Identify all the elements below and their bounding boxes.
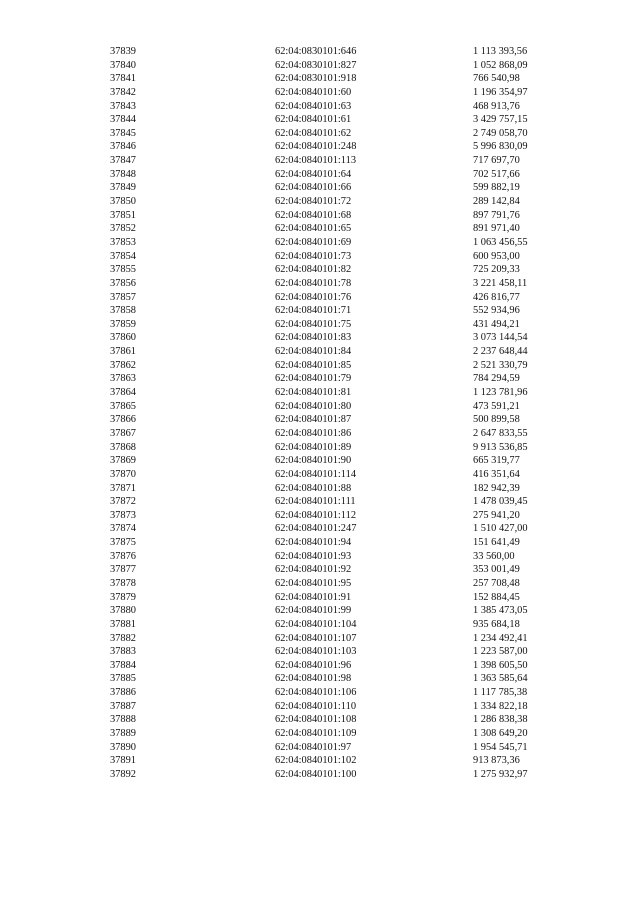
cadastral-value: 702 517,66 (473, 168, 520, 180)
row-number: 37880 (110, 605, 136, 617)
cadastral-number: 62:04:0840101:247 (275, 523, 357, 535)
table-row (110, 263, 550, 277)
cadastral-value: 473 591,21 (473, 400, 520, 412)
row-number: 37841 (110, 73, 136, 85)
table-row (110, 413, 550, 427)
table-row (110, 713, 550, 727)
row-number: 37889 (110, 728, 136, 740)
table-row (110, 672, 550, 686)
row-number: 37860 (110, 332, 136, 344)
row-number: 37886 (110, 687, 136, 699)
cadastral-value: 1 398 605,50 (473, 659, 528, 671)
row-number: 37873 (110, 509, 136, 521)
row-number: 37892 (110, 768, 136, 780)
cadastral-value: 1 196 354,97 (473, 86, 528, 98)
cadastral-number: 62:04:0840101:114 (275, 468, 357, 480)
cadastral-value: 913 873,36 (473, 755, 520, 767)
table-row (110, 727, 550, 741)
cadastral-number: 62:04:0840101:86 (275, 427, 352, 439)
cadastral-value: 1 478 039,45 (473, 496, 528, 508)
row-number: 37865 (110, 400, 136, 412)
cadastral-value: 431 494,21 (473, 318, 520, 330)
table-row (110, 768, 550, 782)
table-row (110, 427, 550, 441)
cadastral-value: 1 052 868,09 (473, 59, 528, 71)
row-number: 37868 (110, 441, 136, 453)
cadastral-number: 62:04:0840101:75 (275, 318, 352, 330)
row-number: 37851 (110, 209, 136, 221)
cadastral-number: 62:04:0840101:81 (275, 387, 352, 399)
cadastral-number: 62:04:0840101:108 (275, 714, 357, 726)
cadastral-value: 289 142,84 (473, 196, 520, 208)
cadastral-value: 784 294,59 (473, 373, 520, 385)
table-row (110, 195, 550, 209)
row-number: 37891 (110, 755, 136, 767)
table-row (110, 181, 550, 195)
cadastral-number: 62:04:0840101:92 (275, 564, 352, 576)
table-row (110, 140, 550, 154)
row-number: 37848 (110, 168, 136, 180)
cadastral-number: 62:04:0840101:97 (275, 741, 352, 753)
row-number: 37844 (110, 114, 136, 126)
cadastral-value: 3 221 458,11 (473, 277, 528, 289)
cadastral-number: 62:04:0840101:87 (275, 414, 352, 426)
cadastral-number: 62:04:0840101:76 (275, 291, 352, 303)
table-row (110, 222, 550, 236)
row-number: 37854 (110, 250, 136, 262)
cadastral-value: 3 073 144,54 (473, 332, 528, 344)
table-row (110, 550, 550, 564)
cadastral-number: 62:04:0840101:62 (275, 127, 352, 139)
cadastral-number: 62:04:0840101:96 (275, 659, 352, 671)
row-number: 37853 (110, 236, 136, 248)
row-number: 37855 (110, 264, 136, 276)
cadastral-number: 62:04:0840101:109 (275, 728, 357, 740)
cadastral-number: 62:04:0840101:94 (275, 537, 352, 549)
row-number: 37862 (110, 359, 136, 371)
table-row (110, 577, 550, 591)
cadastral-value: 1 275 932,97 (473, 768, 528, 780)
cadastral-number: 62:04:0840101:103 (275, 646, 357, 658)
row-number: 37861 (110, 346, 136, 358)
cadastral-number: 62:04:0830101:827 (275, 59, 357, 71)
cadastral-value: 1 510 427,00 (473, 523, 528, 535)
row-number: 37877 (110, 564, 136, 576)
cadastral-number: 62:04:0840101:99 (275, 605, 352, 617)
cadastral-value: 182 942,39 (473, 482, 520, 494)
table-row (110, 277, 550, 291)
row-number: 37887 (110, 700, 136, 712)
table-row (110, 113, 550, 127)
cadastral-number: 62:04:0840101:89 (275, 441, 352, 453)
row-number: 37876 (110, 550, 136, 562)
cadastral-number: 62:04:0840101:72 (275, 196, 352, 208)
cadastral-value: 257 708,48 (473, 577, 520, 589)
cadastral-number: 62:04:0840101:68 (275, 209, 352, 221)
cadastral-number: 62:04:0840101:78 (275, 277, 352, 289)
cadastral-value: 1 308 649,20 (473, 728, 528, 740)
table-row (110, 591, 550, 605)
table-row (110, 618, 550, 632)
cadastral-value: 935 684,18 (473, 618, 520, 630)
cadastral-number: 62:04:0840101:90 (275, 455, 352, 467)
cadastral-number: 62:04:0840101:110 (275, 700, 357, 712)
row-number: 37858 (110, 305, 136, 317)
row-number: 37878 (110, 577, 136, 589)
cadastral-value: 275 941,20 (473, 509, 520, 521)
row-number: 37864 (110, 387, 136, 399)
cadastral-number: 62:04:0840101:93 (275, 550, 352, 562)
row-number: 37846 (110, 141, 136, 153)
cadastral-value: 416 351,64 (473, 468, 520, 480)
cadastral-value: 500 899,58 (473, 414, 520, 426)
cadastral-number: 62:04:0840101:79 (275, 373, 352, 385)
cadastral-value: 3 429 757,15 (473, 114, 528, 126)
cadastral-value: 665 319,77 (473, 455, 520, 467)
cadastral-number: 62:04:0840101:113 (275, 155, 357, 167)
cadastral-value: 9 913 536,85 (473, 441, 528, 453)
table-row (110, 318, 550, 332)
cadastral-number: 62:04:0840101:60 (275, 86, 352, 98)
cadastral-value: 2 749 058,70 (473, 127, 528, 139)
table-row (110, 645, 550, 659)
row-number: 37840 (110, 59, 136, 71)
cadastral-value: 891 971,40 (473, 223, 520, 235)
cadastral-value: 1 363 585,64 (473, 673, 528, 685)
cadastral-value: 2 521 330,79 (473, 359, 528, 371)
row-number: 37884 (110, 659, 136, 671)
cadastral-value: 599 882,19 (473, 182, 520, 194)
table-row (110, 604, 550, 618)
cadastral-value: 717 697,70 (473, 155, 520, 167)
cadastral-number: 62:04:0840101:73 (275, 250, 352, 262)
cadastral-value: 1 223 587,00 (473, 646, 528, 658)
row-number: 37866 (110, 414, 136, 426)
cadastral-value: 1 286 838,38 (473, 714, 528, 726)
cadastral-number: 62:04:0840101:95 (275, 577, 352, 589)
cadastral-value: 152 884,45 (473, 591, 520, 603)
row-number: 37845 (110, 127, 136, 139)
cadastral-value: 766 540,98 (473, 73, 520, 85)
cadastral-number: 62:04:0840101:65 (275, 223, 352, 235)
cadastral-number: 62:04:0840101:98 (275, 673, 352, 685)
table-row (110, 386, 550, 400)
row-number: 37850 (110, 196, 136, 208)
cadastral-value: 1 117 785,38 (473, 687, 528, 699)
table-row (110, 209, 550, 223)
table-row (110, 659, 550, 673)
row-number: 37883 (110, 646, 136, 658)
cadastral-number: 62:04:0840101:66 (275, 182, 352, 194)
row-number: 37867 (110, 427, 136, 439)
cadastral-number: 62:04:0840101:83 (275, 332, 352, 344)
cadastral-value: 1 954 545,71 (473, 741, 528, 753)
table-row (110, 632, 550, 646)
table-row (110, 236, 550, 250)
table-row (110, 522, 550, 536)
row-number: 37847 (110, 155, 136, 167)
cadastral-number: 62:04:0840101:71 (275, 305, 352, 317)
cadastral-value: 426 816,77 (473, 291, 520, 303)
cadastral-value: 151 641,49 (473, 537, 520, 549)
cadastral-number: 62:04:0830101:918 (275, 73, 357, 85)
cadastral-number: 62:04:0840101:84 (275, 346, 352, 358)
cadastral-number: 62:04:0840101:82 (275, 264, 352, 276)
data-table (110, 45, 550, 782)
table-row (110, 59, 550, 73)
row-number: 37872 (110, 496, 136, 508)
cadastral-value: 725 209,33 (473, 264, 520, 276)
row-number: 37849 (110, 182, 136, 194)
row-number: 37857 (110, 291, 136, 303)
table-row (110, 495, 550, 509)
cadastral-number: 62:04:0840101:69 (275, 236, 352, 248)
table-row (110, 154, 550, 168)
table-row (110, 741, 550, 755)
row-number: 37885 (110, 673, 136, 685)
row-number: 37888 (110, 714, 136, 726)
cadastral-value: 2 237 648,44 (473, 346, 528, 358)
cadastral-number: 62:04:0840101:102 (275, 755, 357, 767)
cadastral-value: 1 113 393,56 (473, 46, 528, 57)
table-row (110, 686, 550, 700)
cadastral-number: 62:04:0840101:112 (275, 509, 357, 521)
cadastral-number: 62:04:0840101:111 (275, 496, 356, 508)
cadastral-value: 1 063 456,55 (473, 236, 528, 248)
cadastral-number: 62:04:0840101:106 (275, 687, 357, 699)
cadastral-value: 2 647 833,55 (473, 427, 528, 439)
cadastral-value: 552 934,96 (473, 305, 520, 317)
cadastral-value: 1 234 492,41 (473, 632, 528, 644)
table-row (110, 754, 550, 768)
cadastral-value: 1 123 781,96 (473, 387, 528, 399)
table-row (110, 563, 550, 577)
table-row (110, 468, 550, 482)
cadastral-number: 62:04:0840101:61 (275, 114, 352, 126)
table-row (110, 100, 550, 114)
cadastral-number: 62:04:0840101:85 (275, 359, 352, 371)
row-number: 37843 (110, 100, 136, 112)
cadastral-number: 62:04:0840101:107 (275, 632, 357, 644)
row-number: 37859 (110, 318, 136, 330)
table-row (110, 482, 550, 496)
cadastral-value: 1 385 473,05 (473, 605, 528, 617)
table-row (110, 372, 550, 386)
row-number: 37856 (110, 277, 136, 289)
cadastral-number: 62:04:0840101:248 (275, 141, 357, 153)
table-row (110, 127, 550, 141)
row-number: 37875 (110, 537, 136, 549)
row-number: 37870 (110, 468, 136, 480)
cadastral-value: 1 334 822,18 (473, 700, 528, 712)
row-number: 37869 (110, 455, 136, 467)
table-row (110, 168, 550, 182)
table-row (110, 331, 550, 345)
row-number: 37890 (110, 741, 136, 753)
cadastral-value: 600 953,00 (473, 250, 520, 262)
table-row (110, 536, 550, 550)
table-row (110, 400, 550, 414)
row-number: 37839 (110, 46, 136, 57)
row-number: 37852 (110, 223, 136, 235)
table-row (110, 454, 550, 468)
row-number: 37874 (110, 523, 136, 535)
cadastral-number: 62:04:0840101:63 (275, 100, 352, 112)
table-row (110, 345, 550, 359)
row-number: 37842 (110, 86, 136, 98)
row-number: 37879 (110, 591, 136, 603)
cadastral-value: 897 791,76 (473, 209, 520, 221)
cadastral-value: 468 913,76 (473, 100, 520, 112)
table-row (110, 359, 550, 373)
cadastral-value: 353 001,49 (473, 564, 520, 576)
table-row (110, 304, 550, 318)
table-row (110, 45, 550, 59)
cadastral-number: 62:04:0840101:64 (275, 168, 352, 180)
table-row (110, 509, 550, 523)
cadastral-number: 62:04:0840101:104 (275, 618, 357, 630)
row-number: 37863 (110, 373, 136, 385)
table-row (110, 291, 550, 305)
cadastral-value: 33 560,00 (473, 550, 515, 562)
cadastral-number: 62:04:0840101:80 (275, 400, 352, 412)
table-row (110, 86, 550, 100)
row-number: 37881 (110, 618, 136, 630)
cadastral-number: 62:04:0840101:88 (275, 482, 352, 494)
row-number: 37871 (110, 482, 136, 494)
cadastral-value: 5 996 830,09 (473, 141, 528, 153)
table-row (110, 250, 550, 264)
table-row (110, 700, 550, 714)
cadastral-number: 62:04:0840101:100 (275, 768, 357, 780)
cadastral-number: 62:04:0830101:646 (275, 46, 357, 57)
table-row (110, 72, 550, 86)
cadastral-number: 62:04:0840101:91 (275, 591, 352, 603)
table-row (110, 441, 550, 455)
row-number: 37882 (110, 632, 136, 644)
